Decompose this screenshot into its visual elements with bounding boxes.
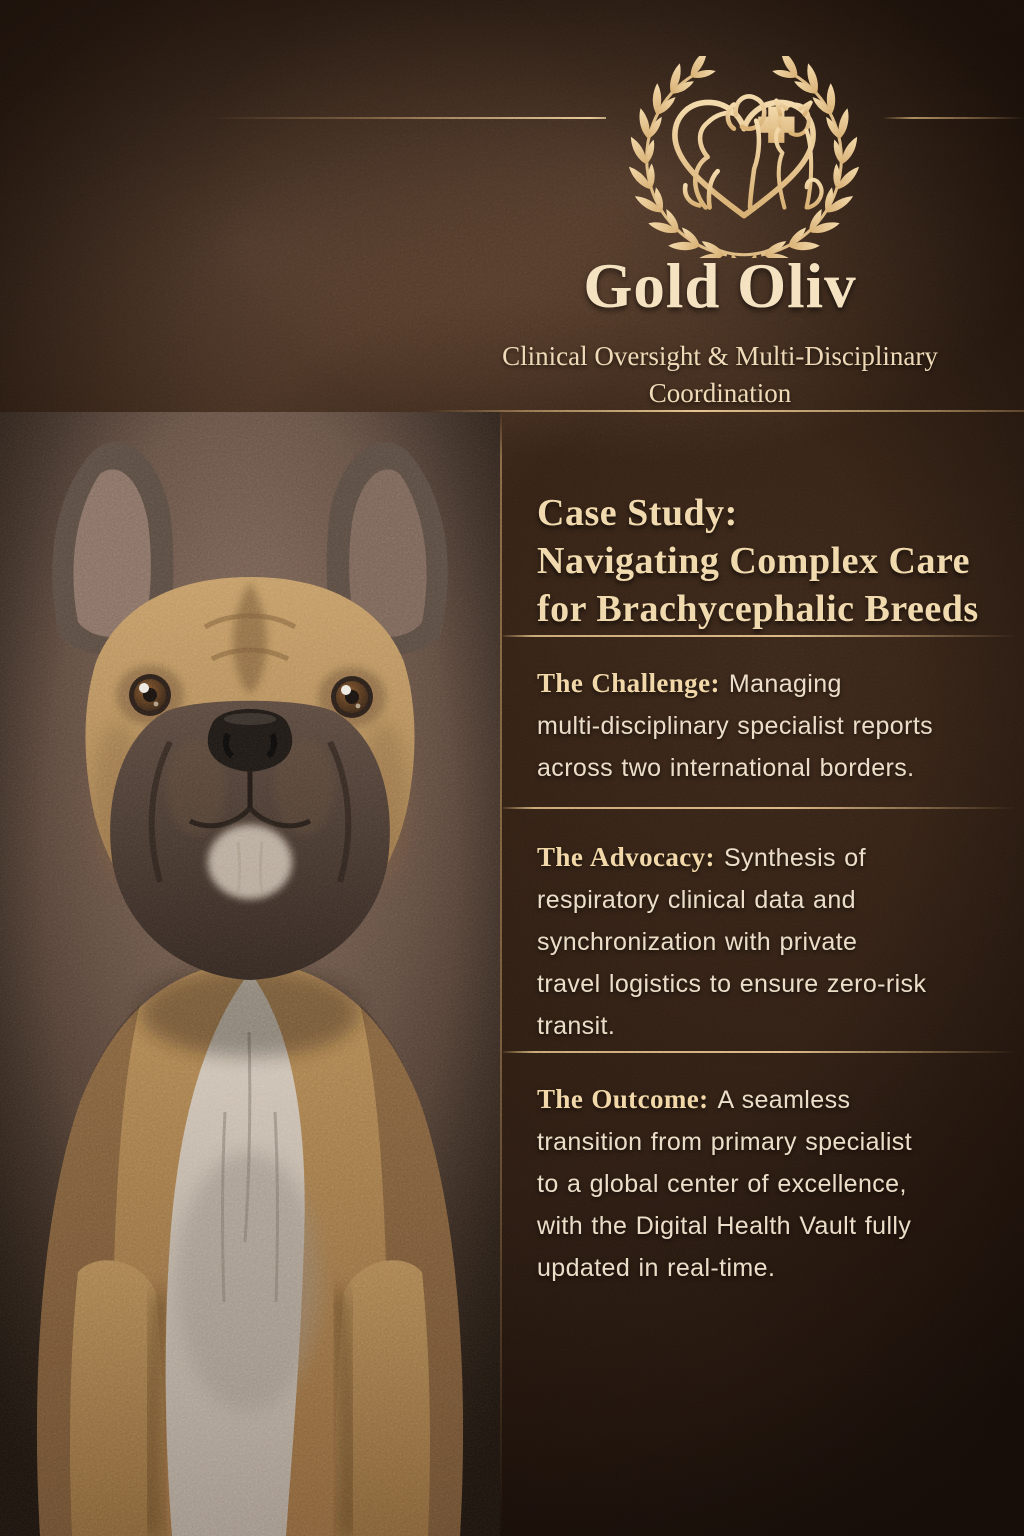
brand-logo: [612, 56, 876, 258]
french-bulldog-photo: [0, 412, 500, 1536]
challenge-section: The Challenge: Managing multi-disciplinary specialist reports across two international borders.: [537, 668, 934, 782]
outcome-section: The Outcome: A seamless transition from primary specialist to a global center of excellence, with the Digital Health Vault fully updated in real-time.: [537, 1084, 913, 1282]
vertical-divider: [500, 412, 502, 1536]
laurel-wreath-icon: [626, 56, 862, 258]
decorative-rule-right: [882, 117, 1024, 119]
heading-line-3: for Brachycephalic Breeds: [537, 588, 979, 631]
heading-line-1: Case Study:: [537, 492, 738, 535]
tagline-line-2: Coordination: [648, 378, 792, 408]
section-divider: [503, 635, 1017, 637]
heading-line-2: Navigating Complex Care: [537, 540, 970, 583]
advocacy-section: The Advocacy: Synthesis of respiratory clinical data and synchronization with private travel logistics to ensure zero-risk transit.: [537, 842, 927, 1040]
advocacy-lead: The Advocacy:: [537, 842, 715, 872]
brand-tagline: [420, 338, 1020, 412]
tagline-line-1: Clinical Oversight & Multi-Disciplinary: [502, 341, 938, 371]
section-divider: [503, 1051, 1017, 1053]
challenge-lead: The Challenge:: [537, 668, 720, 698]
section-divider: [503, 807, 1017, 809]
case-study-heading: [537, 489, 1017, 633]
outcome-lead: The Outcome:: [537, 1084, 709, 1114]
decorative-rule-left: [210, 117, 606, 119]
brand-name: Gold Oliv: [583, 251, 857, 321]
header-divider: [426, 410, 1024, 412]
